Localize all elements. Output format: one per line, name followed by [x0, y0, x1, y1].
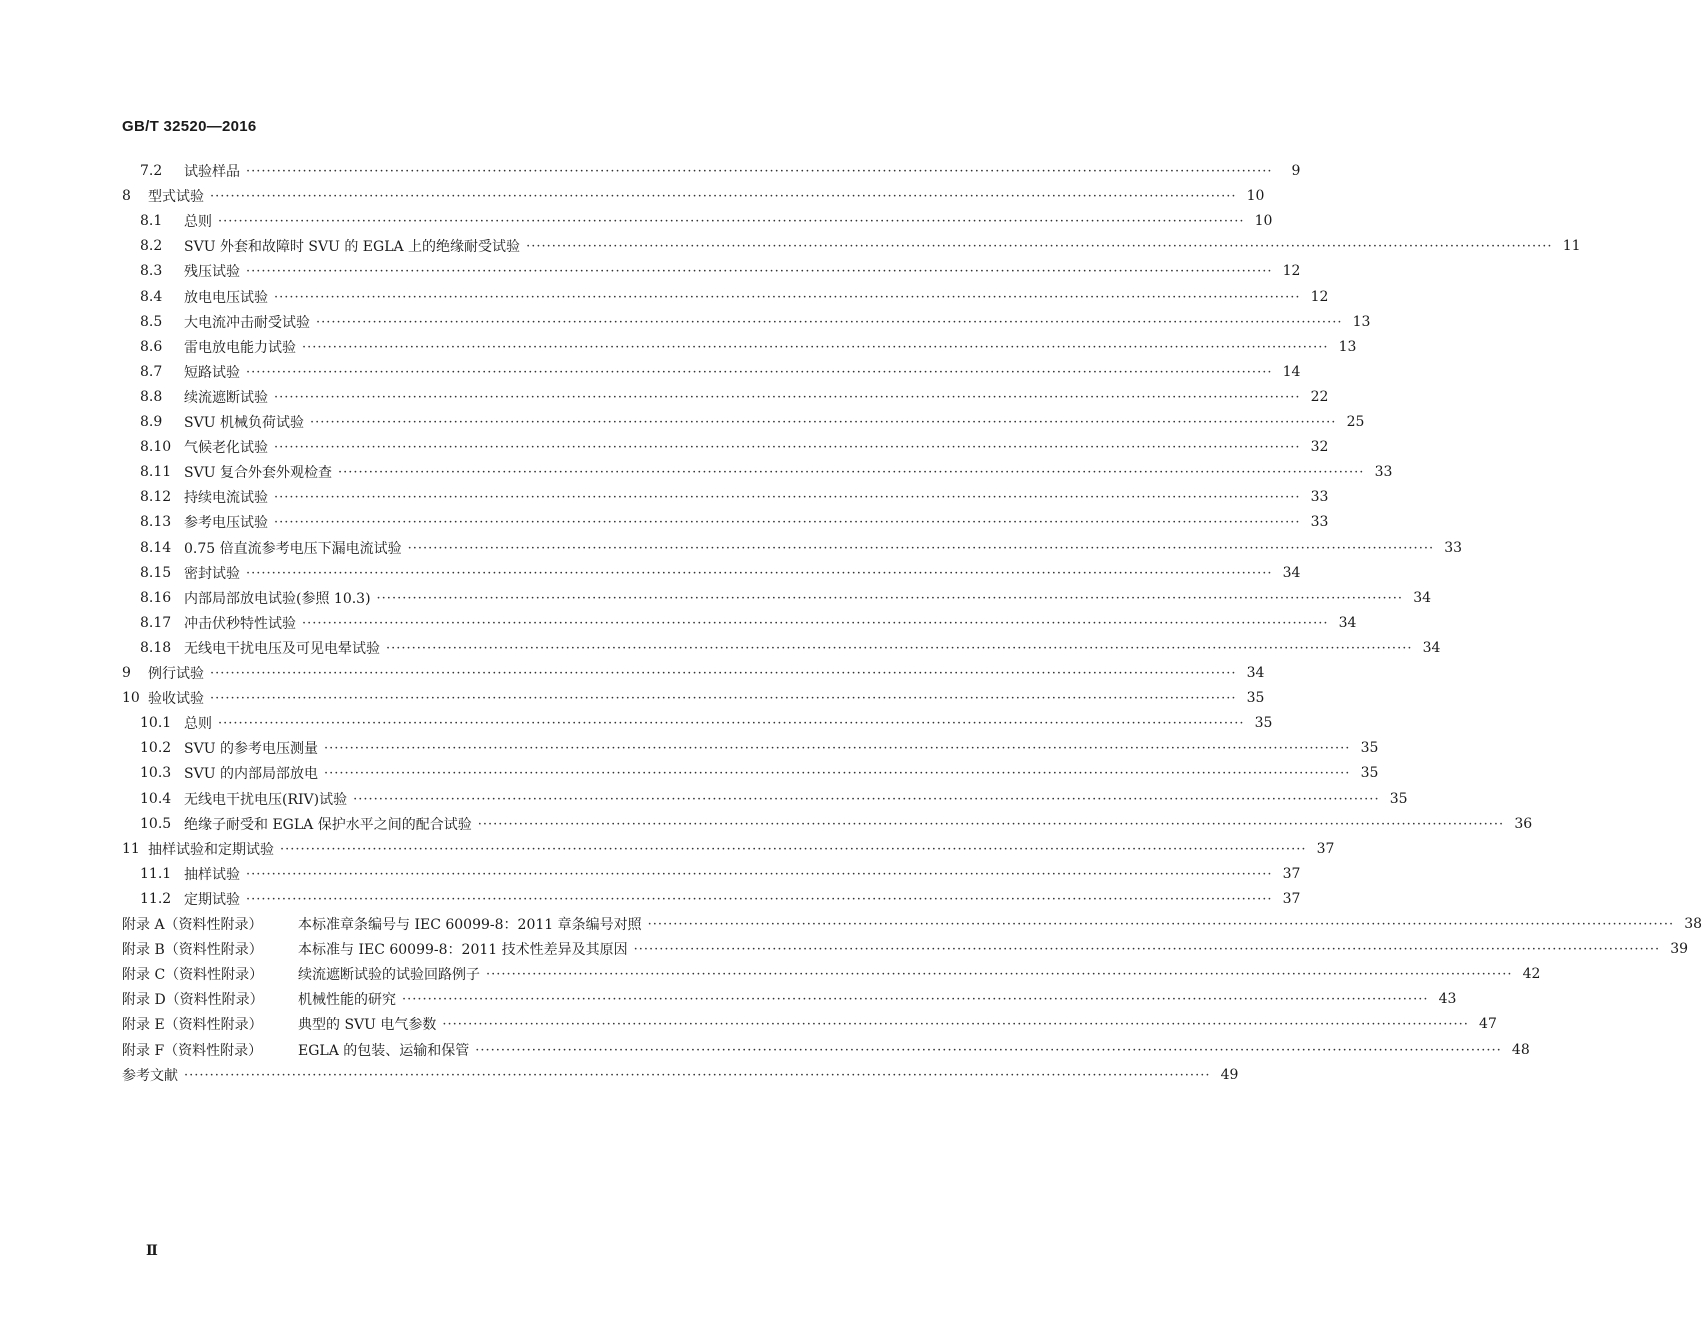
toc-entry-title: 总则 — [184, 214, 212, 230]
toc-entry[interactable] — [0, 412, 1365, 432]
toc-entry[interactable] — [0, 563, 1301, 583]
toc-entry-number: 10.5 — [140, 816, 172, 832]
toc-entry-title: 短路试验 — [184, 365, 240, 381]
toc-leader-dots: ········································································································································································································ — [280, 841, 1307, 857]
toc-entry[interactable] — [0, 462, 1393, 482]
toc-entry-title: 定期试验 — [184, 892, 240, 908]
toc-leader-dots: ········································································································································································································ — [309, 414, 1337, 430]
toc-entry-title: 抽样试验 — [184, 867, 240, 883]
toc-entry-title: 型式试验 — [148, 189, 204, 205]
toc-entry-page: 11 — [1562, 238, 1581, 254]
toc-entry-title: 雷电放电能力试验 — [184, 340, 296, 356]
toc-entry-number: 附录 F（资料性附录） — [122, 1043, 263, 1059]
toc-entry-number: 11.2 — [140, 891, 172, 907]
toc-entry-title: SVU 的内部局部放电 — [184, 766, 318, 782]
toc-entry-title: 内部局部放电试验(参照 10.3) — [184, 591, 371, 607]
toc-entry-page: 10 — [1246, 188, 1265, 204]
toc-entry[interactable] — [0, 337, 1357, 357]
toc-entry-page: 33 — [1310, 489, 1329, 505]
toc-entry-page: 43 — [1438, 991, 1457, 1007]
toc-entry-number: 8.7 — [140, 364, 163, 380]
toc-entry-page: 48 — [1511, 1042, 1530, 1058]
toc-entry-page: 35 — [1254, 715, 1273, 731]
toc-entry-number: 8.8 — [140, 389, 163, 405]
toc-entry-title: 冲击伏秒特性试验 — [184, 616, 296, 632]
toc-entry[interactable] — [0, 437, 1329, 457]
toc-leader-dots: ········································································································································································································ — [246, 866, 1273, 882]
toc-entry-title: 参考文献 — [122, 1068, 178, 1084]
toc-entry-page: 34 — [1338, 615, 1357, 631]
toc-entry-page: 32 — [1310, 439, 1329, 455]
toc-entry-page: 49 — [1220, 1067, 1239, 1083]
toc-leader-dots: ········································································································································································································ — [274, 389, 1301, 405]
toc-entry-page: 34 — [1422, 640, 1441, 656]
toc-entry-page: 34 — [1413, 590, 1432, 606]
toc-entry[interactable] — [0, 939, 1689, 959]
toc-entry-number: 10.4 — [140, 791, 172, 807]
toc-entry-page: 13 — [1352, 314, 1371, 330]
toc-entry-title: 本标准章条编号与 IEC 60099-8：2011 章条编号对照 — [298, 917, 642, 933]
toc-entry[interactable] — [0, 763, 1379, 783]
toc-leader-dots: ········································································································································································································ — [486, 966, 1513, 982]
toc-leader-dots: ········································································································································································································ — [323, 765, 1351, 781]
toc-leader-dots: ········································································································································································································ — [407, 540, 1435, 556]
toc-entry-number: 8.3 — [140, 263, 163, 279]
toc-entry-number: 8.13 — [140, 514, 172, 530]
toc-entry-title: 放电电压试验 — [184, 290, 268, 306]
toc-entry[interactable] — [0, 287, 1329, 307]
toc-entry[interactable] — [0, 512, 1329, 532]
toc-entry[interactable] — [0, 261, 1301, 281]
toc-entry-number: 8.5 — [140, 314, 163, 330]
toc-entry-page: 33 — [1374, 464, 1393, 480]
toc-entry-page: 36 — [1514, 816, 1533, 832]
toc-entry-number: 10 — [122, 690, 140, 706]
toc-entry-number: 8.9 — [140, 414, 163, 430]
toc-entry-title: 本标准与 IEC 60099-8：2011 技术性差异及其原因 — [298, 942, 628, 958]
toc-entry-title: 验收试验 — [148, 691, 204, 707]
toc-entry[interactable] — [0, 236, 1581, 256]
toc-entry[interactable] — [0, 613, 1357, 633]
toc-entry[interactable] — [0, 211, 1273, 231]
toc-entry-title: 机械性能的研究 — [298, 992, 396, 1008]
toc-leader-dots: ········································································································································································································ — [246, 565, 1273, 581]
toc-entry-page: 38 — [1684, 916, 1702, 932]
toc-entry-title: 气候老化试验 — [184, 440, 268, 456]
toc-entry[interactable] — [0, 362, 1301, 382]
toc-entry-title: 绝缘子耐受和 EGLA 保护水平之间的配合试验 — [184, 817, 472, 833]
toc-entry-number: 9 — [122, 665, 131, 681]
toc-entry-number: 8.18 — [140, 640, 172, 656]
toc-entry-title: SVU 的参考电压测量 — [184, 741, 318, 757]
toc-entry-title: 续流遮断试验的试验回路例子 — [298, 967, 480, 983]
toc-entry-page: 12 — [1310, 289, 1329, 305]
toc-entry[interactable] — [0, 839, 1335, 859]
toc-entry-number: 8.14 — [140, 540, 172, 556]
toc-entry[interactable] — [0, 1014, 1497, 1034]
toc-entry-number: 8.6 — [140, 339, 163, 355]
toc-leader-dots: ········································································································································································································ — [475, 1042, 1502, 1058]
toc-entry-title: EGLA 的包装、运输和保管 — [298, 1043, 470, 1059]
toc-entry[interactable] — [0, 738, 1379, 758]
toc-entry[interactable] — [0, 789, 1408, 809]
toc-entry-page: 34 — [1282, 565, 1301, 581]
toc-entry-page: 47 — [1479, 1016, 1497, 1032]
toc-entry[interactable] — [0, 1065, 1239, 1085]
toc-entry[interactable] — [0, 889, 1301, 909]
toc-entry-page: 39 — [1670, 941, 1689, 957]
toc-entry-page: 35 — [1360, 740, 1379, 756]
toc-leader-dots: ········································································································································································································ — [376, 590, 1404, 606]
toc-leader-dots: ········································································································································································································ — [246, 891, 1273, 907]
toc-entry-page: 35 — [1360, 765, 1379, 781]
toc-entry[interactable] — [0, 1040, 1530, 1060]
toc-entry-number: 附录 D（资料性附录） — [122, 992, 264, 1008]
toc-entry-number: 11.1 — [140, 866, 172, 882]
toc-leader-dots: ········································································································································································································ — [477, 816, 1505, 832]
toc-entry-title: 密封试验 — [184, 566, 240, 582]
toc-leader-dots: ········································································································································································································ — [633, 941, 1661, 957]
toc-entry-page: 13 — [1338, 339, 1357, 355]
toc-entry-number: 8 — [122, 188, 131, 204]
toc-leader-dots: ········································································································································································································ — [323, 740, 1351, 756]
toc-leader-dots: ········································································································································································································ — [302, 339, 1329, 355]
toc-leader-dots: ········································································································································································································ — [210, 690, 1237, 706]
toc-entry-page: 37 — [1282, 866, 1301, 882]
toc-entry-number: 7.2 — [140, 163, 163, 179]
toc-entry-title: 例行试验 — [148, 666, 204, 682]
toc-entry[interactable] — [0, 663, 1265, 683]
toc-entry-number: 8.2 — [140, 238, 163, 254]
toc-entry-page: 33 — [1444, 540, 1463, 556]
toc-entry[interactable] — [0, 161, 1301, 181]
toc-entry-page: 35 — [1389, 791, 1408, 807]
toc-entry[interactable] — [0, 964, 1541, 984]
toc-entry-title: 0.75 倍直流参考电压下漏电流试验 — [184, 541, 402, 557]
toc-entry[interactable] — [0, 713, 1273, 733]
toc-leader-dots: ········································································································································································································ — [353, 791, 1380, 807]
toc-entry-page: 10 — [1254, 213, 1273, 229]
toc-entry-page: 14 — [1282, 364, 1301, 380]
toc-entry-page: 33 — [1310, 514, 1329, 530]
toc-entry-page: 22 — [1310, 389, 1329, 405]
toc-entry-page: 9 — [1291, 163, 1301, 179]
toc-leader-dots: ········································································································································································································ — [184, 1067, 1211, 1083]
toc-entry[interactable] — [0, 538, 1463, 558]
toc-entry-title: 试验样品 — [184, 164, 240, 180]
toc-entry-page: 37 — [1282, 891, 1301, 907]
toc-leader-dots: ········································································································································································································ — [274, 489, 1301, 505]
toc-entry-title: 续流遮断试验 — [184, 390, 268, 406]
toc-leader-dots: ········································································································································································································ — [218, 213, 1245, 229]
toc-entry-title: 持续电流试验 — [184, 490, 268, 506]
toc-entry-title: SVU 机械负荷试验 — [184, 415, 304, 431]
toc-leader-dots: ········································································································································································································ — [246, 163, 1273, 179]
toc-entry-number: 附录 C（资料性附录） — [122, 967, 264, 983]
toc-leader-dots: ········································································································································································································ — [274, 439, 1301, 455]
page-number: Ⅱ — [146, 1243, 158, 1259]
toc-entry-number: 11 — [122, 841, 140, 857]
toc-entry-number: 8.15 — [140, 565, 172, 581]
toc-entry-title: 总则 — [184, 716, 212, 732]
toc-entry-title: 典型的 SVU 电气参数 — [298, 1017, 437, 1033]
toc-entry-number: 10.2 — [140, 740, 172, 756]
toc-entry-number: 10.3 — [140, 765, 172, 781]
toc-leader-dots: ········································································································································································································ — [274, 514, 1301, 530]
toc-entry-page: 34 — [1246, 665, 1265, 681]
toc-entry[interactable] — [0, 638, 1441, 658]
toc-entry-number: 8.10 — [140, 439, 172, 455]
toc-leader-dots: ········································································································································································································ — [246, 263, 1273, 279]
toc-entry-title: 无线电干扰电压及可见电晕试验 — [184, 641, 380, 657]
toc-entry-title: 无线电干扰电压(RIV)试验 — [184, 792, 348, 808]
toc-leader-dots: ········································································································································································································ — [274, 289, 1301, 305]
toc-entry-page: 42 — [1522, 966, 1541, 982]
toc-entry-number: 8.12 — [140, 489, 172, 505]
toc-entry-number: 8.16 — [140, 590, 172, 606]
standard-header: GB/T 32520—2016 — [122, 118, 257, 135]
toc-entry-page: 35 — [1246, 690, 1265, 706]
toc-entry-number: 8.4 — [140, 289, 163, 305]
toc-entry-title: SVU 外套和故障时 SVU 的 EGLA 上的绝缘耐受试验 — [184, 239, 521, 255]
toc-entry-title: 残压试验 — [184, 264, 240, 280]
toc-entry-number: 附录 E（资料性附录） — [122, 1017, 263, 1033]
toc-entry-number: 附录 B（资料性附录） — [122, 942, 263, 958]
toc-leader-dots: ········································································································································································································ — [402, 991, 1429, 1007]
toc-entry[interactable] — [0, 989, 1457, 1009]
toc-entry[interactable] — [0, 312, 1371, 332]
toc-leader-dots: ········································································································································································································ — [210, 188, 1237, 204]
toc-entry-title: 大电流冲击耐受试验 — [184, 315, 310, 331]
toc-entry[interactable] — [0, 814, 1533, 834]
toc-entry-page: 12 — [1282, 263, 1301, 279]
toc-entry[interactable] — [0, 387, 1329, 407]
toc-leader-dots: ········································································································································································································ — [210, 665, 1237, 681]
toc-leader-dots: ········································································································································································································ — [302, 615, 1329, 631]
toc-entry-number: 10.1 — [140, 715, 172, 731]
toc-entry-number: 8.17 — [140, 615, 172, 631]
toc-entry[interactable] — [0, 588, 1432, 608]
toc-leader-dots: ········································································································································································································ — [386, 640, 1413, 656]
toc-entry-title: 抽样试验和定期试验 — [148, 842, 274, 858]
toc-leader-dots: ········································································································································································································ — [442, 1016, 1469, 1032]
toc-entry-number: 附录 A（资料性附录） — [122, 917, 263, 933]
toc-entry-title: 参考电压试验 — [184, 515, 268, 531]
toc-leader-dots: ········································································································································································································ — [316, 314, 1343, 330]
toc-entry[interactable] — [0, 914, 1702, 934]
toc-entry[interactable] — [0, 186, 1265, 206]
toc-entry-number: 8.1 — [140, 213, 163, 229]
toc-entry-title: SVU 复合外套外观检查 — [184, 465, 332, 481]
toc-entry[interactable] — [0, 487, 1329, 507]
toc-entry-page: 37 — [1316, 841, 1335, 857]
toc-entry-page: 25 — [1346, 414, 1365, 430]
toc-entry-number: 8.11 — [140, 464, 172, 480]
toc-leader-dots: ········································································································································································································ — [218, 715, 1245, 731]
toc-leader-dots: ········································································································································································································ — [337, 464, 1365, 480]
toc-leader-dots: ········································································································································································································ — [526, 238, 1553, 254]
toc-leader-dots: ········································································································································································································ — [647, 916, 1675, 932]
toc-entry[interactable] — [0, 864, 1301, 884]
toc-entry[interactable] — [0, 688, 1265, 708]
toc-leader-dots: ········································································································································································································ — [246, 364, 1273, 380]
